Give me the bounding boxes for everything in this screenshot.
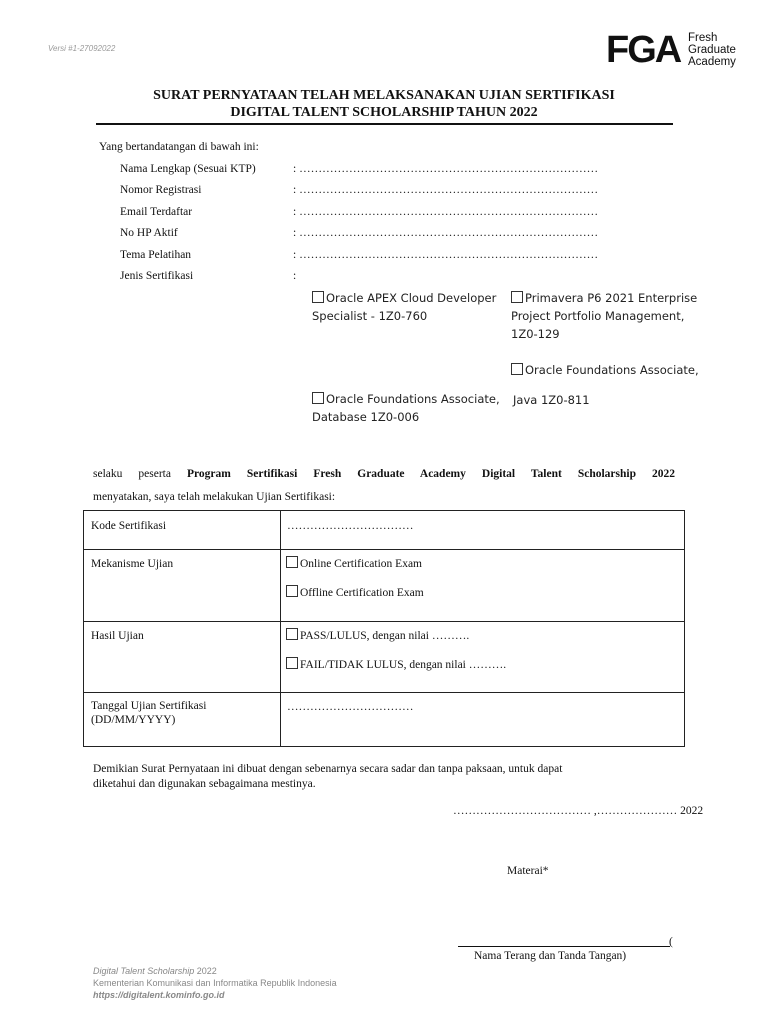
checkbox-database[interactable] [312,392,324,404]
document-title-line-1: SURAT PERNYATAAN TELAH MELAKSANAKAN UJIAN SERTIFIKASI [153,88,615,103]
option-pass[interactable] [286,628,469,643]
checkbox-offline[interactable] [286,585,298,597]
cert-database-line-1: Oracle Foundations Associate, [326,392,500,406]
field-label-nama: Nama Lengkap (Sesuai KTP) [120,163,256,175]
checkbox-online[interactable] [286,556,298,568]
title-rule [96,123,673,125]
table-row-divider [84,549,684,550]
option-pass-label: PASS/LULUS, dengan nilai ………. [300,630,470,642]
logo-line-2: Graduate [688,44,736,56]
signature-line [458,946,670,947]
checkbox-java[interactable] [511,363,523,375]
row-label-tanggal [91,699,206,727]
row-label-mekanisme: Mekanisme Ujian [91,558,174,570]
row-label-tanggal-line-1: Tanggal Ujian Sertifikasi [91,700,207,712]
cert-primavera-line-1: Primavera P6 2021 Enterprise [525,291,698,305]
cert-primavera-line-3: 1Z0-129 [511,327,560,341]
field-value-hp[interactable]: : …………………………………………………………………… [293,227,599,239]
table-row-divider [84,692,684,693]
field-label-registrasi: Nomor Registrasi [120,184,202,196]
place-date-line[interactable]: ……………………………… ,………………… 2022 [453,805,704,817]
option-offline-label: Offline Certification Exam [300,587,424,599]
checkbox-fail[interactable] [286,657,298,669]
logo-mark: FGA [606,29,681,71]
field-value-registrasi[interactable]: : …………………………………………………………………… [293,184,599,196]
row-label-hasil: Hasil Ujian [91,630,144,642]
cert-option-java[interactable] [511,361,699,379]
footer-url[interactable]: https://digitalent.kominfo.go.id [93,990,225,1000]
materai-label: Materai* [507,865,549,877]
logo-line-1: Fresh [688,32,718,44]
row-label-kode: Kode Sertifikasi [91,520,167,532]
cert-option-apex[interactable] [312,289,496,325]
option-fail[interactable] [286,657,506,672]
footer-line-2: Kementerian Komunikasi dan Informatika Republik Indonesia [93,978,337,988]
cert-apex-line-1: Oracle APEX Cloud Developer [326,291,497,305]
fga-logo [606,30,746,70]
row-value-kode[interactable]: …………………………… [287,520,414,532]
statement-prefix: selaku peserta [93,468,171,480]
option-offline[interactable] [286,585,424,600]
closing-line-1: Demikian Surat Pernyataan ini dibuat dengan sebenarnya secara sadar dan tanpa paksaan, untuk dapat [93,763,563,775]
statement-line-2: menyatakan, saya telah melakukan Ujian Sertifikasi: [93,491,336,503]
version-label: Versi #1-27092022 [48,44,116,53]
cert-option-database[interactable] [312,390,500,426]
row-label-tanggal-line-2: (DD/MM/YYYY) [91,714,176,726]
field-label-jenis: Jenis Sertifikasi [120,270,194,282]
option-online[interactable] [286,556,422,571]
table-column-divider [280,511,281,746]
cert-java-line-2: Java 1Z0-811 [513,393,590,407]
checkbox-apex[interactable] [312,291,324,303]
row-value-tanggal[interactable]: …………………………… [287,701,414,713]
logo-text [688,32,736,68]
cert-apex-line-2: Specialist - 1Z0-760 [312,309,428,323]
table-row-divider [84,621,684,622]
field-label-email: Email Terdaftar [120,206,193,218]
checkbox-primavera[interactable] [511,291,523,303]
closing-line-2: diketahui dan digunakan sebagaimana mestinya. [93,778,316,790]
cert-primavera-line-2: Project Portfolio Management, [511,309,685,323]
field-label-hp: No HP Aktif [120,227,178,239]
signature-label: Nama Terang dan Tanda Tangan) [474,950,627,962]
intro-text: Yang bertandatangan di bawah ini: [99,141,259,153]
cert-database-line-2: Database 1Z0-006 [312,410,420,424]
option-fail-label: FAIL/TIDAK LULUS, dengan nilai ………. [300,659,507,671]
signature-paren-open: ( [669,936,673,948]
field-label-tema: Tema Pelatihan [120,249,192,261]
field-value-jenis: : [293,270,297,282]
statement-line-1 [93,467,675,481]
checkbox-pass[interactable] [286,628,298,640]
statement-program: Program Sertifikasi Fresh Graduate Academy Digital Talent Scholarship 2022 [186,468,675,480]
field-value-email[interactable]: : …………………………………………………………………… [293,206,599,218]
logo-line-3: Academy [688,56,736,68]
option-online-label: Online Certification Exam [300,558,422,570]
field-value-tema[interactable]: : …………………………………………………………………… [293,249,599,261]
footer-line-1 [93,966,217,977]
footer-year: 2022 [194,966,217,976]
exam-table [83,510,685,747]
cert-option-primavera[interactable] [511,289,697,343]
document-title-line-2: DIGITAL TALENT SCHOLARSHIP TAHUN 2022 [230,105,538,120]
field-value-nama[interactable]: : …………………………………………………………………… [293,163,599,175]
footer-program: Digital Talent Scholarship [93,966,195,976]
cert-java-line-1: Oracle Foundations Associate, [525,363,699,377]
